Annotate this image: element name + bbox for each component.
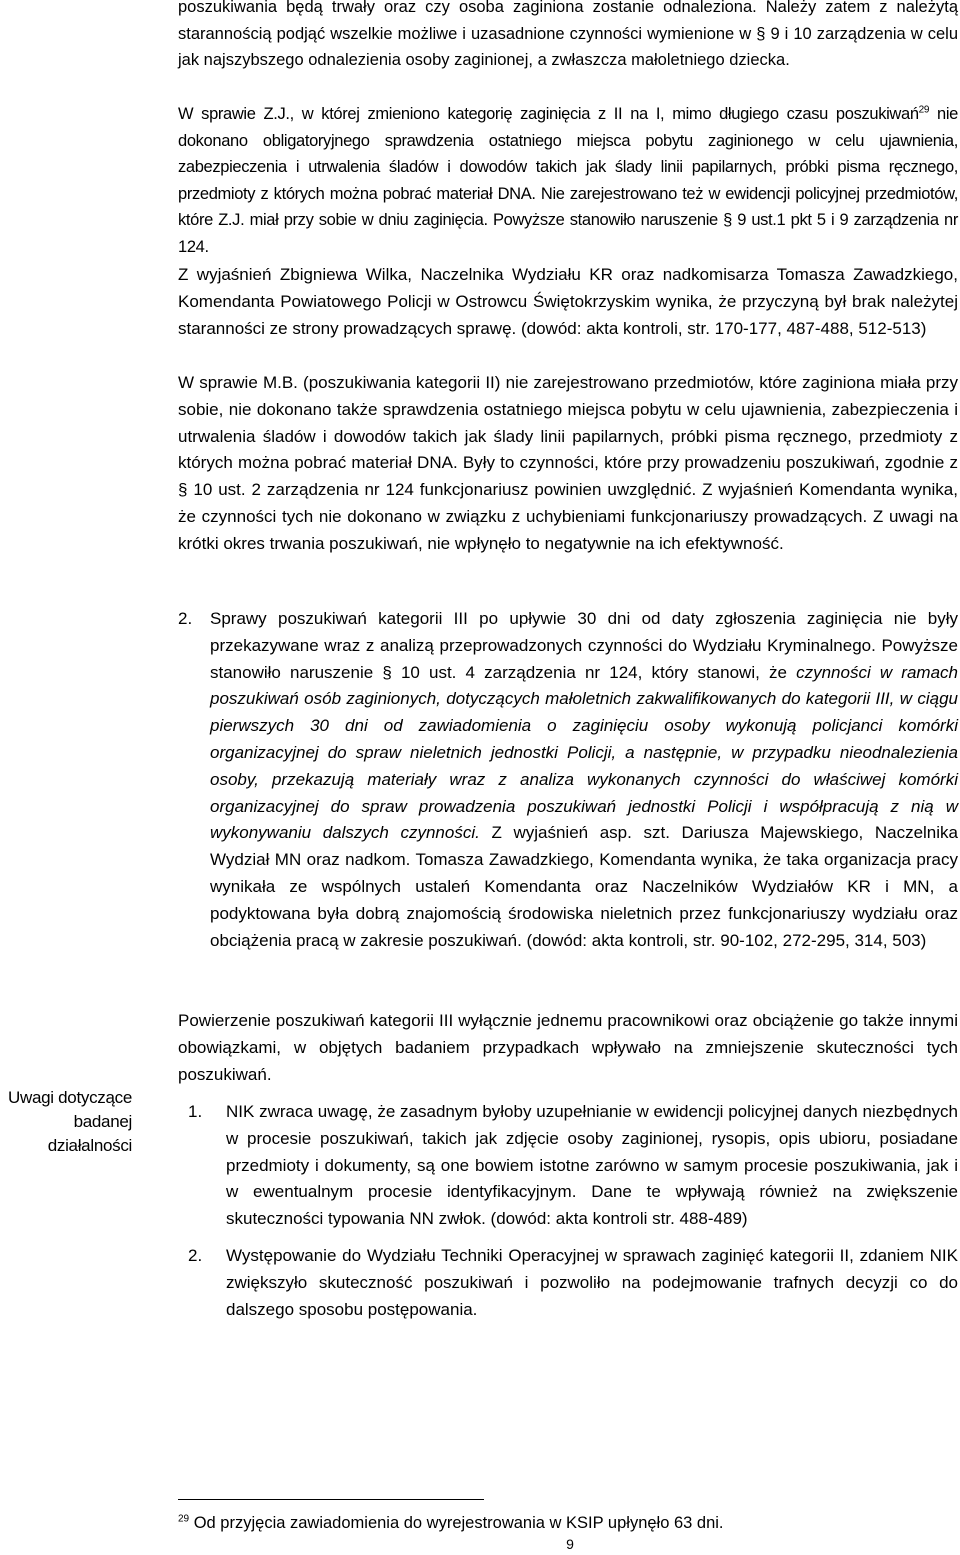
remarks-list	[178, 1099, 958, 1323]
paragraph-text: Z wyjaśnień Zbigniewa Wilka, Naczelnika Wydziału KR oraz nadkomisarza Tomasza Zawadzkiego, Komendanta Powiatowego Policji w Ostrowcu Świętokrzyskim wynika, że przyczyną był brak należytej staranności ze strony prowadzących sprawę. (dowód: akta kontroli, str. 170-177, 487-488, 512-513)	[178, 265, 958, 338]
paragraph-intro-continuation	[178, 0, 958, 74]
paragraph-explanation-wilk	[178, 262, 958, 342]
list-item-number: 2.	[178, 609, 193, 628]
numbered-item-2	[178, 606, 958, 954]
paragraph-text-part: nie dokonano obligatoryjnego sprawdzenia ostatniego miejsca pobytu zaginionego w celu ujawnienia, zabezpieczenia i utrwalenia śladów i dowodów takich jak ślady linii papilarnych, próbki pisma ręcznego, przedmioty z których można pobrać materiał DNA. Nie zarejestrowano też w ewidencji policyjnej przedmiotów, które Z.J. miał przy sobie w dniu zaginięcia. Powyższe stanowiło naruszenie § 9 ust.1 pkt 5 i 9 zarządzenia nr 124.	[178, 105, 958, 256]
list-item	[178, 606, 958, 954]
list-item-text: NIK zwraca uwagę, że zasadnym byłoby uzupełnianie w ewidencji policyjnej danych niezbędnych w procesie poszukiwań, takich jak zdjęcie osoby zaginionej, rysopis, opis ubioru, posiadane przedmioty i dokumenty, są one bowiem istotne zarówno w samym procesie poszukiwania, jak i w ewentualnym procesie identyfikacyjnym. Dane te wpływają również na zwiększenie skuteczności typowania NN zwłok. (dowód: akta kontroli str. 488-489)	[226, 1102, 958, 1229]
page-number: 9	[566, 1536, 574, 1552]
paragraph-text: Powierzenie poszukiwań kategorii III wyłącznie jednemu pracownikowi oraz obciążenie go także innymi obowiązkami, w objętych badaniem przypadkach wpływało na zmniejszenie skuteczności tych poszukiwań.	[178, 1011, 958, 1084]
list-item-text: Z wyjaśnień asp. szt. Dariusza Majewskiego, Naczelnika Wydział MN oraz nadkom. Tomasza Zawadzkiego, Komendanta wynika, że taka organizacja pracy wynikała ze wspólnych ustaleń Komendanta oraz Naczelników Wydziałów KR i MN, a podyktowana była dobrą znajomością środowiska nieletnich przez funkcjonariuszy wydziału oraz obciążenia pracą w zakresie poszukiwań. (dowód: akta kontroli, str. 90-102, 272-295, 314, 503)	[210, 823, 958, 950]
footnote-reference[interactable]: 29	[918, 104, 930, 116]
paragraph-text: W sprawie M.B. (poszukiwania kategorii II) nie zarejestrowano przedmiotów, które zaginiona miała przy sobie, nie dokonano także sprawdzenia ostatniego miejsca pobytu w celu ujawnienia, zabezpieczenia i utrwalenia śladów i dowodów takich jak ślady linii papilarnych, próbki pisma ręcznego, przedmioty z których można pobrać materiał DNA. Były to czynności, które przy prowadzeniu poszukiwań, zgodnie z § 10 ust. 2 zarządzenia nr 124 funkcjonariusz powinien uwzględnić. Z wyjaśnień Komendanta wynika, że czynności tych nie dokonano w związku z uchybieniami funkcjonariuszy prowadzących. Z uwagi na krótki okres trwania poszukiwań, nie wpłynęło to negatywnie na ich efektywność.	[178, 373, 958, 553]
paragraph-text-part: W sprawie Z.J., w której zmieniono kategorię zaginięcia z II na I, mimo długiego czasu poszukiwań	[178, 105, 919, 123]
list-item	[178, 1099, 958, 1233]
footnote	[178, 1513, 724, 1533]
footnote-separator	[178, 1499, 484, 1500]
list-item-text: Występowanie do Wydziału Techniki Operacyjnej w sprawach zaginięć kategorii II, zdaniem NIK zwiększyło skuteczność poszukiwań i pozwoliło na podejmowanie trafnych decyzji co do dalszego sposobu postępowania.	[226, 1245, 958, 1319]
list-item-text: Sprawy poszukiwań kategorii III po upływie 30 dni od daty zgłoszenia zaginięcia nie były przekazywane wraz z analizą przeprowadzonych czynności do Wydziału Kryminalnego. Powyższe stanowiło naruszenie § 10 ust. 4 zarządzenia nr 124, który stanowi, że	[210, 609, 958, 682]
paragraph-mb-case	[178, 370, 958, 558]
paragraph-category-iii	[178, 1008, 958, 1088]
paragraph-zj-case	[178, 101, 958, 260]
regulation-quote: czynności w ramach poszukiwań osób zaginionych, dotyczących małoletnich zakwalifikowanych do kategorii III, w ciągu pierwszych 30 dni od zawiadomienia o zaginięciu osoby wykonują policjanci komórki organizacyjnej do spraw nieletnich jednostki Policji, a następnie, w przypadku nieodnalezienia osoby, przekazują materiały wraz z analiza wykonanych czynności do właściwej komórki organizacyjnej do spraw prowadzenia poszukiwań jednostki Policji i współpracują z nią w wykonywaniu dalszych czynności.	[210, 662, 958, 843]
footnote-text: Od przyjęcia zawiadomienia do wyrejestrowania w KSIP upłynęło 63 dni.	[189, 1514, 724, 1532]
paragraph-text	[178, 101, 958, 260]
list-item-number: 1.	[188, 1102, 203, 1121]
margin-section-label: Uwagi dotyczące badanej działalności	[7, 1088, 132, 1155]
list-item-number: 2.	[188, 1245, 203, 1265]
list-item	[178, 1243, 958, 1323]
footnote-number: 29	[178, 1513, 190, 1525]
paragraph-text: poszukiwania będą trwały oraz czy osoba zaginiona zostanie odnaleziona. Należy zatem z należytą starannością podjąć wszelkie możliwe i uzasadnione czynności wymienione w § 9 i 10 zarządzenia w celu jak najszybszego odnalezienia osoby zaginionej, a zwłaszcza małoletniego dziecka.	[178, 0, 958, 69]
